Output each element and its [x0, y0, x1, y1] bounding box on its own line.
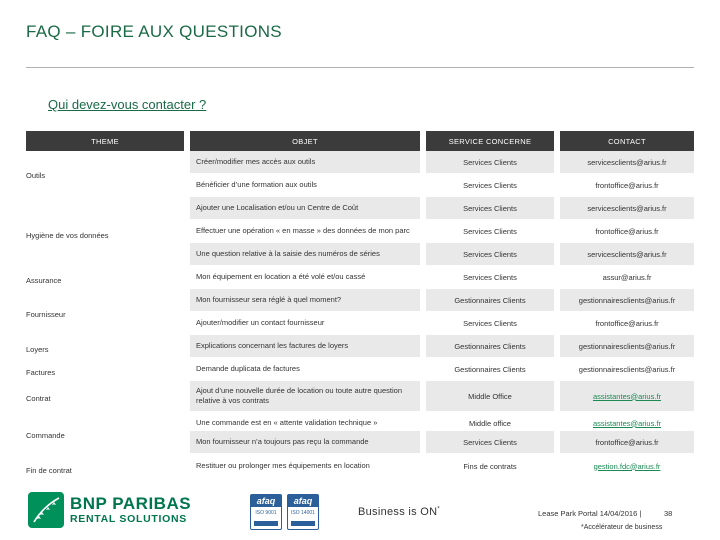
- row-5-service: Services Clients: [463, 272, 517, 282]
- col-header-contact: CONTACT: [560, 131, 694, 151]
- row-10-service: Middle Office: [468, 391, 512, 401]
- theme-loyers: Loyers: [26, 345, 49, 354]
- afaq-label: afaq: [251, 495, 281, 507]
- theme-outils: Outils: [26, 171, 46, 180]
- col-header-theme: THEME: [26, 131, 184, 151]
- row-1-objet: Bénéficier d’une formation aux outils: [196, 180, 317, 190]
- row-10-objet: Ajout d’une nouvelle durée de location ou toute autre question relative à vos contrats: [196, 386, 402, 405]
- row-0-service: Services Clients: [463, 157, 517, 167]
- afaq-cert-1: ISO 9001: [255, 510, 277, 516]
- tagline: [358, 506, 440, 518]
- page-subtitle: Qui devez-vous contacter ?: [48, 97, 207, 112]
- theme-commande: Commande: [26, 431, 65, 440]
- brand-text: [70, 495, 191, 525]
- row-7-contact[interactable]: frontoffice@arius.fr: [595, 318, 659, 328]
- afaq-cert-2: ISO 14001: [291, 510, 315, 516]
- row-7-service: Services Clients: [463, 318, 517, 328]
- row-13-service: Fins de contrats: [463, 461, 517, 471]
- tagline-text: Business is ON: [358, 506, 438, 518]
- row-12-objet: Mon fournisseur n’a toujours pas reçu la commande: [196, 437, 369, 447]
- footnote: *Accélérateur de business: [581, 524, 663, 531]
- row-6-service: Gestionnaires Clients: [454, 295, 526, 305]
- afaq-iso14001-badge: [287, 494, 319, 530]
- row-13-contact[interactable]: gestion.fdc@arius.fr: [593, 461, 661, 471]
- page-number: 38: [664, 509, 673, 518]
- afaq-iso9001-badge: [250, 494, 282, 530]
- row-3-service: Services Clients: [463, 226, 517, 236]
- row-12-contact[interactable]: frontoffice@arius.fr: [595, 437, 659, 447]
- row-8-contact[interactable]: gestionnairesclients@arius.fr: [578, 341, 676, 351]
- bnp-paribas-logo: [28, 492, 191, 528]
- row-2-objet: Ajouter une Localisation et/ou un Centre de Coût: [196, 203, 359, 213]
- row-2-service: Services Clients: [463, 203, 517, 213]
- brand-line-2: RENTAL SOLUTIONS: [70, 513, 187, 526]
- footer-meta: Lease Park Portal 14/04/2016 |: [538, 509, 642, 518]
- col-header-service: SERVICE CONCERNE: [426, 131, 554, 151]
- row-4-objet: Une question relative à la saisie des numéros de séries: [196, 249, 380, 259]
- row-9-contact[interactable]: gestionnairesclients@arius.fr: [578, 364, 676, 374]
- theme-fin-de-contrat: Fin de contrat: [26, 466, 72, 475]
- row-12-service: Services Clients: [463, 437, 517, 447]
- row-9-service: Gestionnaires Clients: [454, 364, 526, 374]
- row-0-objet: Créer/modifier mes accès aux outils: [196, 157, 316, 167]
- page-title: FAQ – FOIRE AUX QUESTIONS: [26, 22, 282, 41]
- row-0-contact[interactable]: servicesclients@arius.fr: [587, 157, 667, 167]
- row-1-service: Services Clients: [463, 180, 517, 190]
- row-7-objet: Ajouter/modifier un contact fournisseur: [196, 318, 325, 328]
- brand-line-1: BNP PARIBAS: [70, 494, 192, 514]
- theme-contrat: Contrat: [26, 394, 51, 403]
- row-13-objet: Restituer ou prolonger mes équipements en location: [196, 461, 370, 471]
- bnp-stars-icon: [28, 492, 64, 528]
- row-3-objet: Effectuer une opération « en masse » des données de mon parc: [196, 226, 410, 236]
- row-11-contact[interactable]: assistantes@arius.fr: [592, 418, 662, 428]
- theme-assurance: Assurance: [26, 276, 62, 285]
- row-11-service: Middle office: [469, 418, 511, 428]
- title-divider: [26, 67, 694, 68]
- row-1-contact[interactable]: frontoffice@arius.fr: [595, 180, 659, 190]
- theme-fournisseur: Fournisseur: [26, 310, 66, 319]
- row-4-service: Services Clients: [463, 249, 517, 259]
- row-5-contact[interactable]: assur@arius.fr: [602, 272, 652, 282]
- row-4-contact[interactable]: servicesclients@arius.fr: [587, 249, 667, 259]
- row-8-service: Gestionnaires Clients: [454, 341, 526, 351]
- row-9-objet: Demande duplicata de factures: [196, 364, 300, 374]
- row-6-contact[interactable]: gestionnairesclients@arius.fr: [578, 295, 676, 305]
- tagline-mark: *: [437, 506, 441, 513]
- theme-hygiene: Hygiène de vos données: [26, 231, 109, 240]
- row-3-contact[interactable]: frontoffice@arius.fr: [595, 226, 659, 236]
- row-11-objet: Une commande est en « attente validation technique »: [196, 418, 378, 428]
- row-6-objet: Mon fournisseur sera réglé à quel moment?: [196, 295, 342, 305]
- col-header-objet: OBJET: [190, 131, 420, 151]
- afaq-label-2: afaq: [288, 495, 318, 507]
- row-2-contact[interactable]: servicesclients@arius.fr: [587, 203, 667, 213]
- row-5-objet: Mon équipement en location a été volé et/ou cassé: [196, 272, 366, 282]
- row-8-objet: Explications concernant les factures de loyers: [196, 341, 349, 351]
- row-10-contact[interactable]: assistantes@arius.fr: [592, 391, 662, 401]
- theme-factures: Factures: [26, 368, 56, 377]
